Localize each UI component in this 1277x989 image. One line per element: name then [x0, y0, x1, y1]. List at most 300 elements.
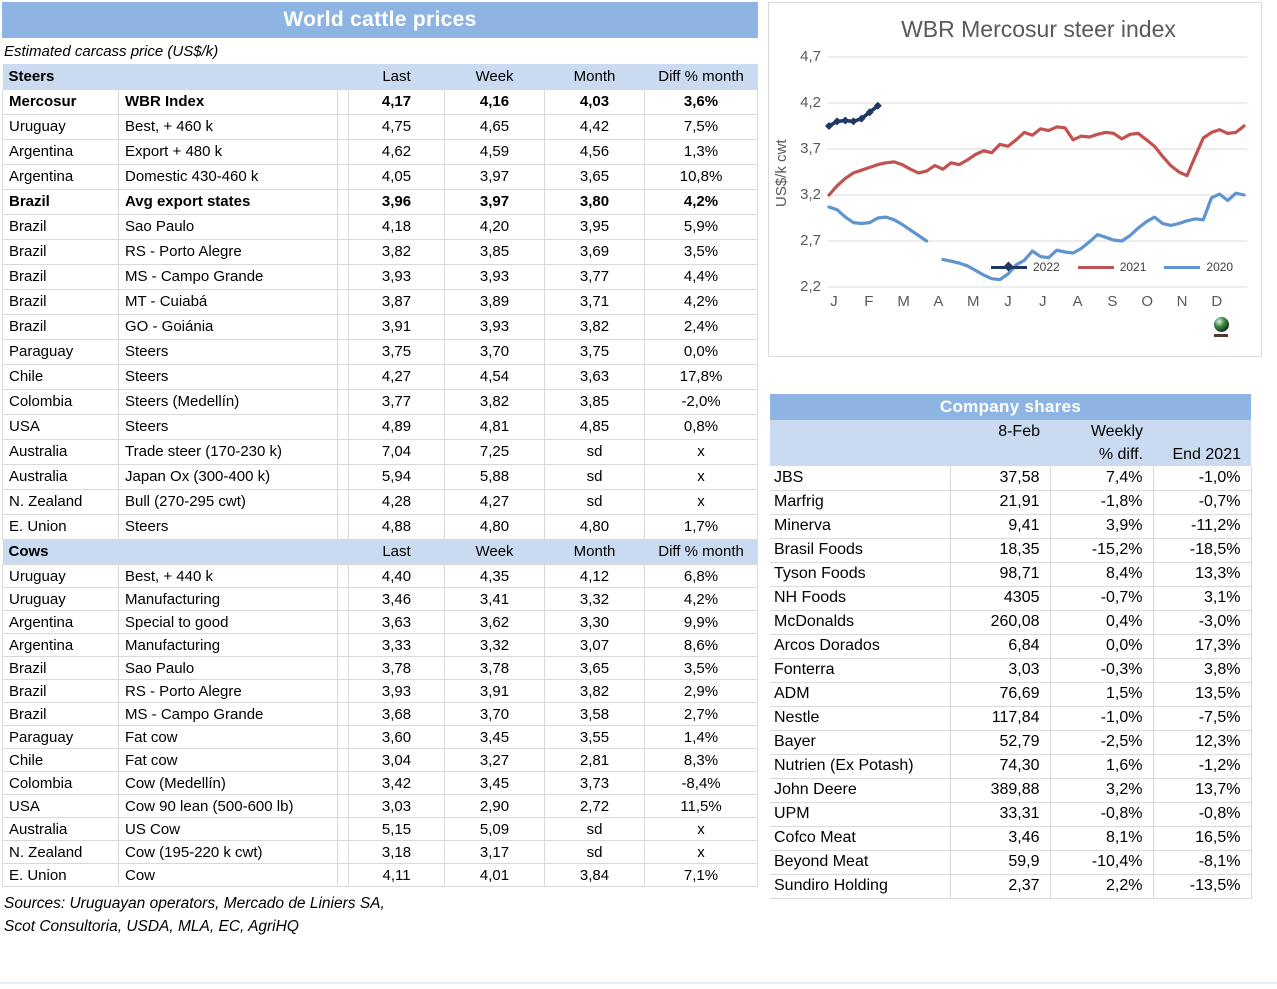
cell-price: 52,79 [950, 730, 1050, 754]
x-tick-label: N [1176, 293, 1188, 310]
cell-diff: 0,8% [645, 414, 758, 439]
cell-weekly-diff: -15,2% [1050, 538, 1153, 562]
cell-price: 6,84 [950, 634, 1050, 658]
cell-diff: 3,5% [645, 657, 758, 680]
cell-month: 2,81 [545, 749, 645, 772]
cell-week: 3,62 [445, 611, 545, 634]
cell-diff: 3,5% [645, 239, 758, 264]
cell-country: Mercosur [3, 89, 119, 114]
column-header-blank [770, 420, 950, 443]
cell-weekly-diff: -1,0% [1050, 706, 1153, 730]
cell-spacer [338, 339, 349, 364]
legend-item-2021 [1078, 260, 1147, 274]
cell-diff: x [645, 841, 758, 864]
column-header-end-2021: End 2021 [1153, 443, 1251, 466]
cell-price: 18,35 [950, 538, 1050, 562]
cell-end-2021: -7,5% [1153, 706, 1251, 730]
wbr-steer-index-chart-panel [768, 2, 1262, 357]
cell-spacer [338, 634, 349, 657]
table-row [770, 730, 1251, 754]
cell-country: Paraguay [3, 726, 119, 749]
cell-month: 3,30 [545, 611, 645, 634]
cell-end-2021: 3,8% [1153, 658, 1251, 682]
cell-diff: x [645, 818, 758, 841]
cell-diff: 1,4% [645, 726, 758, 749]
cows-table [2, 540, 758, 888]
cell-diff: 17,8% [645, 364, 758, 389]
cell-weekly-diff: -10,4% [1050, 850, 1153, 874]
cell-month: 3,73 [545, 772, 645, 795]
table-row [770, 706, 1251, 730]
cell-last: 4,62 [349, 139, 445, 164]
table-row [770, 682, 1251, 706]
cell-last: 7,04 [349, 439, 445, 464]
cell-description: Cow [119, 864, 338, 887]
cell-description: Cow 90 lean (500-600 lb) [119, 795, 338, 818]
column-header-last: Last [349, 540, 445, 565]
x-tick-label: S [1107, 293, 1118, 310]
cell-description: Cow (Medellín) [119, 772, 338, 795]
legend-swatch [1078, 266, 1114, 269]
cell-end-2021: -0,7% [1153, 490, 1251, 514]
cell-last: 5,94 [349, 464, 445, 489]
cell-price: 4305 [950, 586, 1050, 610]
y-tick-label: 3,2 [800, 186, 821, 203]
cell-end-2021: 13,7% [1153, 778, 1251, 802]
cell-week: 3,45 [445, 772, 545, 795]
cell-spacer [338, 89, 349, 114]
cell-last: 4,40 [349, 565, 445, 588]
cell-description: Sao Paulo [119, 657, 338, 680]
cell-spacer [338, 657, 349, 680]
series-line-2020 [829, 207, 927, 241]
cell-diff: 2,4% [645, 314, 758, 339]
cell-end-2021: 13,3% [1153, 562, 1251, 586]
cell-last: 4,27 [349, 364, 445, 389]
table-row [3, 464, 758, 489]
cell-month: 3,84 [545, 864, 645, 887]
cell-weekly-diff: -2,5% [1050, 730, 1153, 754]
cell-last: 4,18 [349, 214, 445, 239]
table-row [770, 754, 1251, 778]
world-cattle-prices-panel [2, 2, 758, 938]
cell-week: 3,97 [445, 164, 545, 189]
cell-week: 4,16 [445, 89, 545, 114]
cell-month: 3,77 [545, 264, 645, 289]
cell-description: Domestic 430-460 k [119, 164, 338, 189]
cell-description: Manufacturing [119, 588, 338, 611]
cell-week: 3,27 [445, 749, 545, 772]
cell-weekly-diff: -0,3% [1050, 658, 1153, 682]
table-row [3, 749, 758, 772]
cell-country: N. Zealand [3, 841, 119, 864]
cell-month: 3,85 [545, 389, 645, 414]
column-header-week: Week [445, 64, 545, 89]
cell-month: sd [545, 464, 645, 489]
cell-description: Japan Ox (300-400 k) [119, 464, 338, 489]
cell-month: sd [545, 489, 645, 514]
table-row [770, 658, 1251, 682]
table-row [3, 239, 758, 264]
cell-last: 4,75 [349, 114, 445, 139]
cell-end-2021: 16,5% [1153, 826, 1251, 850]
cell-end-2021: -8,1% [1153, 850, 1251, 874]
cell-week: 5,88 [445, 464, 545, 489]
cell-month: 3,65 [545, 164, 645, 189]
cell-last: 3,18 [349, 841, 445, 864]
cell-spacer [338, 772, 349, 795]
cell-diff: 7,5% [645, 114, 758, 139]
legend-label: 2020 [1206, 260, 1234, 274]
cell-country: Australia [3, 439, 119, 464]
cell-month: 4,80 [545, 514, 645, 539]
cell-country: Chile [3, 749, 119, 772]
cell-last: 3,82 [349, 239, 445, 264]
cell-spacer [338, 864, 349, 887]
legend-item-2022 [991, 260, 1060, 274]
cell-company-name: Tyson Foods [770, 562, 950, 586]
table-row [3, 189, 758, 214]
cell-company-name: Minerva [770, 514, 950, 538]
cell-spacer [338, 588, 349, 611]
x-tick-label: A [933, 293, 944, 310]
sources-line-1: Sources: Uruguayan operators, Mercado de Liniers SA, [4, 895, 385, 912]
cell-spacer [338, 565, 349, 588]
cell-month: 4,42 [545, 114, 645, 139]
cell-price: 76,69 [950, 682, 1050, 706]
cell-last: 3,87 [349, 289, 445, 314]
cell-country: Brazil [3, 264, 119, 289]
cell-last: 3,96 [349, 189, 445, 214]
cell-month: 3,80 [545, 189, 645, 214]
cell-diff: x [645, 439, 758, 464]
cell-country: Argentina [3, 634, 119, 657]
cell-country: Brazil [3, 214, 119, 239]
chart-logo-icon [1211, 317, 1231, 341]
cell-company-name: ADM [770, 682, 950, 706]
cell-end-2021: -1,0% [1153, 466, 1251, 490]
cell-week: 3,85 [445, 239, 545, 264]
cell-last: 4,17 [349, 89, 445, 114]
cell-diff: 8,3% [645, 749, 758, 772]
table-row [3, 314, 758, 339]
cell-diff: 8,6% [645, 634, 758, 657]
table-row [3, 389, 758, 414]
cell-description: Bull (270-295 cwt) [119, 489, 338, 514]
table-row [3, 864, 758, 887]
cell-month: 3,82 [545, 680, 645, 703]
cell-spacer [338, 364, 349, 389]
cell-price: 9,41 [950, 514, 1050, 538]
company-table-body [770, 466, 1251, 898]
x-tick-label: O [1141, 293, 1154, 310]
cell-company-name: Beyond Meat [770, 850, 950, 874]
cell-last: 3,78 [349, 657, 445, 680]
cell-country: N. Zealand [3, 489, 119, 514]
cell-price: 59,9 [950, 850, 1050, 874]
table-row [3, 289, 758, 314]
cell-spacer [338, 414, 349, 439]
cell-country: Paraguay [3, 339, 119, 364]
table-row [770, 514, 1251, 538]
cell-weekly-diff: 3,9% [1050, 514, 1153, 538]
x-tick-label: M [897, 293, 910, 310]
cell-weekly-diff: 0,4% [1050, 610, 1153, 634]
cell-description: Sao Paulo [119, 214, 338, 239]
cell-description: MS - Campo Grande [119, 703, 338, 726]
cell-weekly-diff: 1,6% [1050, 754, 1153, 778]
cell-week: 3,41 [445, 588, 545, 611]
cell-country: Brazil [3, 289, 119, 314]
cell-spacer [338, 164, 349, 189]
y-tick-label: 4,7 [800, 48, 821, 65]
cell-last: 3,46 [349, 588, 445, 611]
legend-diamond-marker [1004, 262, 1014, 272]
table-row [770, 538, 1251, 562]
cell-price: 21,91 [950, 490, 1050, 514]
cell-week: 3,17 [445, 841, 545, 864]
chart-legend [991, 260, 1233, 274]
cell-company-name: John Deere [770, 778, 950, 802]
table-row [770, 490, 1251, 514]
cell-spacer [338, 289, 349, 314]
cell-week: 3,97 [445, 189, 545, 214]
cell-country: Brazil [3, 314, 119, 339]
table-row [770, 778, 1251, 802]
x-tick-label: D [1211, 293, 1223, 310]
cell-price: 37,58 [950, 466, 1050, 490]
column-header-date: 8-Feb [950, 420, 1050, 443]
table-row [3, 514, 758, 539]
cell-country: Argentina [3, 139, 119, 164]
table-row [770, 874, 1251, 898]
cell-price: 98,71 [950, 562, 1050, 586]
world-cattle-prices-title: World cattle prices [2, 2, 758, 38]
cell-diff: 9,9% [645, 611, 758, 634]
cell-month: sd [545, 439, 645, 464]
cell-description: Manufacturing [119, 634, 338, 657]
cell-description: US Cow [119, 818, 338, 841]
cell-last: 3,75 [349, 339, 445, 364]
cell-month: 3,71 [545, 289, 645, 314]
cell-country: Brazil [3, 239, 119, 264]
cell-last: 5,15 [349, 818, 445, 841]
cell-description: MT - Cuiabá [119, 289, 338, 314]
cell-company-name: Marfrig [770, 490, 950, 514]
cell-price: 2,37 [950, 874, 1050, 898]
table-row [770, 610, 1251, 634]
company-shares-title: Company shares [770, 394, 1251, 420]
x-tick-label: A [1072, 293, 1083, 310]
column-header-diff: Diff % month [645, 540, 758, 565]
cell-week: 3,89 [445, 289, 545, 314]
cell-spacer [338, 489, 349, 514]
table-row [3, 364, 758, 389]
cell-spacer [338, 514, 349, 539]
cell-last: 3,03 [349, 795, 445, 818]
cell-country: E. Union [3, 514, 119, 539]
cell-spacer [338, 795, 349, 818]
cell-spacer [338, 214, 349, 239]
cell-week: 4,35 [445, 565, 545, 588]
cell-month: 4,12 [545, 565, 645, 588]
cell-price: 3,46 [950, 826, 1050, 850]
table-row [3, 611, 758, 634]
cell-last: 3,91 [349, 314, 445, 339]
table-row [770, 562, 1251, 586]
cell-diff: 4,2% [645, 189, 758, 214]
cell-country: Brazil [3, 657, 119, 680]
cell-week: 3,78 [445, 657, 545, 680]
globe-icon [1214, 317, 1229, 332]
cell-month: 4,85 [545, 414, 645, 439]
cell-description: Special to good [119, 611, 338, 634]
cell-month: 3,32 [545, 588, 645, 611]
table-row [3, 841, 758, 864]
cell-description: RS - Porto Alegre [119, 239, 338, 264]
cell-country: Australia [3, 464, 119, 489]
x-tick-label: J [1039, 293, 1047, 310]
cell-country: Australia [3, 818, 119, 841]
table-row [3, 703, 758, 726]
sources-note [2, 892, 758, 938]
cell-weekly-diff: 8,1% [1050, 826, 1153, 850]
cell-company-name: UPM [770, 802, 950, 826]
table-row [3, 772, 758, 795]
legend-label: 2021 [1119, 260, 1147, 274]
cell-country: Brazil [3, 703, 119, 726]
cell-week: 4,27 [445, 489, 545, 514]
cell-week: 5,09 [445, 818, 545, 841]
steers-table-body [3, 89, 758, 539]
table-row [3, 164, 758, 189]
cell-diff: 4,4% [645, 264, 758, 289]
column-header-diff: Diff % month [645, 64, 758, 89]
cell-company-name: Brasil Foods [770, 538, 950, 562]
cell-description: Steers [119, 364, 338, 389]
cell-company-name: JBS [770, 466, 950, 490]
cell-company-name: McDonalds [770, 610, 950, 634]
cell-month: 3,58 [545, 703, 645, 726]
legend-item-2020 [1164, 260, 1233, 274]
cell-description: MS - Campo Grande [119, 264, 338, 289]
cell-last: 3,77 [349, 389, 445, 414]
cell-end-2021: 3,1% [1153, 586, 1251, 610]
cell-diff: x [645, 489, 758, 514]
cell-description: Steers [119, 514, 338, 539]
column-header-month: Month [545, 64, 645, 89]
cows-section-label: Cows [3, 540, 349, 565]
cell-month: 3,63 [545, 364, 645, 389]
cell-description: Steers (Medellín) [119, 389, 338, 414]
cell-spacer [338, 189, 349, 214]
cell-diff: 1,7% [645, 514, 758, 539]
cell-weekly-diff: -1,8% [1050, 490, 1153, 514]
table-row [770, 634, 1251, 658]
cell-description: WBR Index [119, 89, 338, 114]
cell-spacer [338, 611, 349, 634]
cell-month: sd [545, 841, 645, 864]
cell-diff: 0,0% [645, 339, 758, 364]
column-header-month: Month [545, 540, 645, 565]
company-header-row-1 [770, 420, 1251, 443]
subtitle-estimated-carcass-price: Estimated carcass price (US$/k) [4, 43, 219, 60]
cell-end-2021: 17,3% [1153, 634, 1251, 658]
cows-table-body [3, 565, 758, 887]
table-row [3, 139, 758, 164]
legend-swatch [1164, 266, 1200, 269]
cell-week: 3,93 [445, 264, 545, 289]
column-header-blank [950, 443, 1050, 466]
table-row [3, 114, 758, 139]
cell-price: 3,03 [950, 658, 1050, 682]
table-row [3, 264, 758, 289]
cell-last: 4,11 [349, 864, 445, 887]
cell-month: sd [545, 818, 645, 841]
cell-end-2021: -1,2% [1153, 754, 1251, 778]
cell-price: 117,84 [950, 706, 1050, 730]
table-row [3, 414, 758, 439]
y-tick-label: 4,2 [800, 94, 821, 111]
cell-last: 4,28 [349, 489, 445, 514]
cell-spacer [338, 749, 349, 772]
cell-spacer [338, 314, 349, 339]
chart-y-axis-label: US$/k cwt [773, 139, 790, 207]
cell-country: Uruguay [3, 565, 119, 588]
table-row [3, 680, 758, 703]
table-row [770, 466, 1251, 490]
cell-last: 3,04 [349, 749, 445, 772]
x-tick-label: J [830, 293, 838, 310]
legend-swatch [991, 266, 1027, 269]
cell-country: Uruguay [3, 588, 119, 611]
cell-company-name: NH Foods [770, 586, 950, 610]
legend-label: 2022 [1033, 260, 1060, 274]
cell-company-name: Sundiro Holding [770, 874, 950, 898]
cell-diff: 11,5% [645, 795, 758, 818]
sources-line-2: Scot Consultoria, USDA, MLA, EC, AgriHQ [4, 918, 299, 935]
company-shares-table [770, 420, 1252, 899]
cell-price: 260,08 [950, 610, 1050, 634]
cell-spacer [338, 264, 349, 289]
cell-description: Export + 480 k [119, 139, 338, 164]
table-row [3, 818, 758, 841]
cell-weekly-diff: 0,0% [1050, 634, 1153, 658]
table-row [3, 439, 758, 464]
cell-end-2021: -13,5% [1153, 874, 1251, 898]
cell-company-name: Nestle [770, 706, 950, 730]
cell-week: 3,70 [445, 703, 545, 726]
y-tick-label: 2,7 [800, 232, 821, 249]
cell-week: 3,91 [445, 680, 545, 703]
cell-country: Brazil [3, 680, 119, 703]
cell-month: 3,69 [545, 239, 645, 264]
bottom-divider [0, 982, 1277, 984]
cell-country: USA [3, 795, 119, 818]
cell-month: 4,56 [545, 139, 645, 164]
chart-title: WBR Mercosur steer index [901, 16, 1176, 42]
cell-spacer [338, 239, 349, 264]
table-row [770, 586, 1251, 610]
cell-week: 4,81 [445, 414, 545, 439]
cell-spacer [338, 703, 349, 726]
cell-description: GO - Goiánia [119, 314, 338, 339]
cell-company-name: Fonterra [770, 658, 950, 682]
x-tick-label: F [864, 293, 874, 310]
cell-spacer [338, 139, 349, 164]
cell-week: 3,32 [445, 634, 545, 657]
table-row [770, 826, 1251, 850]
